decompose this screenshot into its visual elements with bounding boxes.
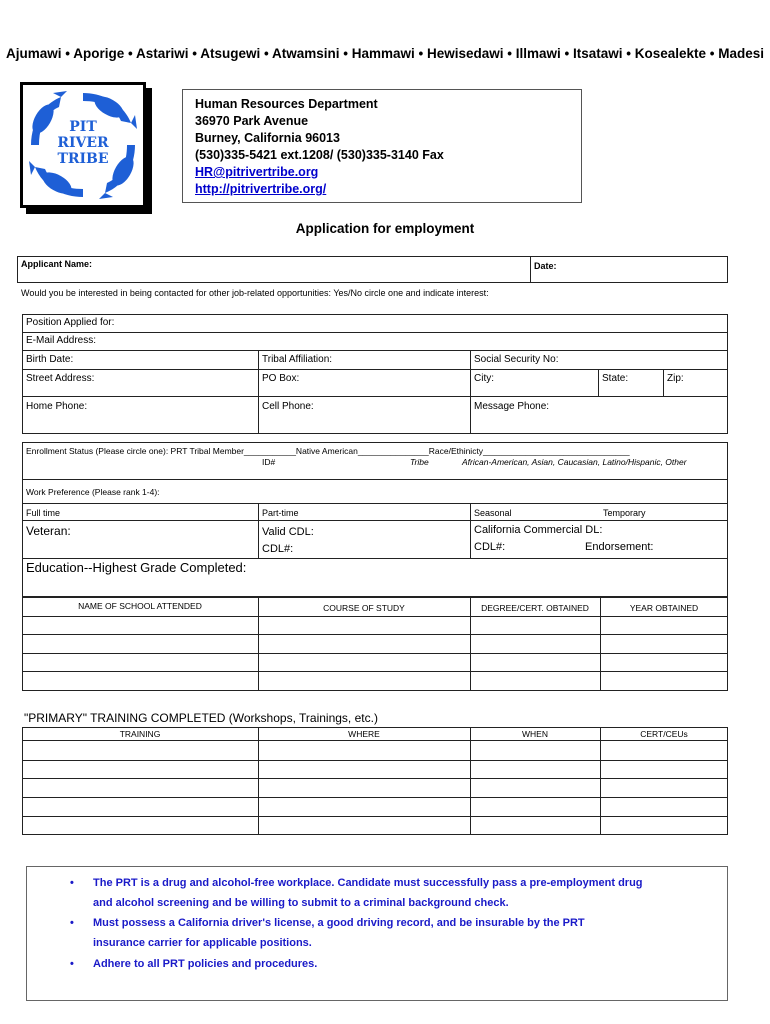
po-box-label: PO Box: [262,373,300,384]
email-field[interactable] [110,333,726,349]
edu-header-year: YEAR OBTAINED [629,603,699,613]
training-header-when: WHEN [522,729,548,739]
date-field[interactable] [560,258,725,281]
state-field[interactable] [600,384,661,395]
message-phone-label: Message Phone: [474,401,550,412]
hr-street: 36970 Park Avenue [195,114,309,128]
hr-phone: (530)335-5421 ext.1208/ (530)335-3140 Fax [195,148,444,162]
date-label: Date: [534,261,557,271]
birth-date-label: Birth Date: [26,354,74,365]
cell-phone-field[interactable] [260,414,468,432]
training-header-training: TRAINING [119,729,161,739]
veteran-label: Veteran: [26,524,71,538]
edu-header-school: NAME OF SCHOOL ATTENDED [78,601,202,611]
valid-cdl-label: Valid CDL: [262,526,314,538]
education-grade-field[interactable] [240,560,726,595]
logo-text-river: RIVER [57,135,109,151]
position-label: Position Applied for: [26,317,115,328]
interest-question: Would you be interested in being contacted for other job-related opportunities: Yes/No circle one and indicate interest: [21,288,489,298]
city-field[interactable] [472,384,596,395]
notice-license-line2: insurance carrier for applicable positions. [93,937,312,949]
hr-city: Burney, California 96013 [195,131,340,145]
edu-header-degree: DEGREE/CERT. OBTAINED [481,603,589,613]
page-title: Application for employment [295,221,475,236]
part-time-option[interactable]: Part-time [262,508,299,518]
home-phone-label: Home Phone: [26,401,88,412]
cdl-number-label-2: CDL#: [474,541,506,553]
training-title: "PRIMARY" TRAINING COMPLETED (Workshops, Trainings, etc.) [24,711,378,725]
state-label: State: [602,373,629,384]
position-field[interactable] [120,315,726,331]
po-box-field[interactable] [260,384,468,395]
home-phone-field[interactable] [24,414,256,432]
hr-department: Human Resources Department [195,97,378,111]
endorsement-label: Endorsement: [585,541,654,553]
full-time-option[interactable]: Full time [26,508,61,518]
temporary-option[interactable]: Temporary [603,508,646,518]
ca-commercial-dl-label: California Commercial DL: [474,524,603,536]
education-grade-label: Education--Highest Grade Completed: [26,560,247,575]
hr-website-link[interactable]: http://pitrivertribe.org/ [195,182,327,196]
street-address-field[interactable] [24,384,256,395]
cdl-number-label: CDL#: [262,543,294,555]
ssn-field[interactable] [560,351,726,368]
email-label: E-Mail Address: [26,335,97,346]
notice-license-line1: Must possess a California driver's license, a good driving record, and be insurable by the PRT [93,917,585,929]
notice-policies-line: Adhere to all PRT policies and procedures. [93,958,318,970]
enrollment-id-caption: ID# [262,457,276,467]
edu-header-course: COURSE OF STUDY [323,603,405,613]
bullet-dot: • [70,917,74,929]
education-table-rows[interactable] [23,617,727,690]
street-address-label: Street Address: [26,373,95,384]
birth-date-field[interactable] [90,351,256,368]
zip-label: Zip: [667,373,684,384]
applicant-name-field[interactable] [100,258,526,281]
notice-drug-free-line1: The PRT is a drug and alcohol-free workplace. Candidate must successfully pass a pre-employment drug [93,877,643,889]
enrollment-tribe-caption: Tribe [410,457,429,467]
tribal-affiliation-field[interactable] [340,351,468,368]
enrollment-status-line: Enrollment Status (Please circle one): PRT Tribal Member___________Native American_______________Race/Ethinicty_______________________________ [26,446,630,456]
training-header-cert: CERT/CEUs [640,729,688,739]
enrollment-race-options: African-American, Asian, Caucasian, Latino/Hispanic, Other [462,457,687,467]
hr-contact-box [182,89,582,203]
work-preference-label: Work Preference (Please rank 1-4): [26,487,160,497]
applicant-name-label: Applicant Name: [21,259,93,269]
logo-text-pit: PIT [69,119,97,135]
bullet-dot: • [70,877,74,889]
training-table-rows[interactable] [23,741,727,834]
seasonal-option[interactable]: Seasonal [474,508,512,518]
zip-field[interactable] [665,384,726,395]
city-label: City: [474,373,494,384]
message-phone-field[interactable] [472,414,726,432]
training-header-where: WHERE [348,729,380,739]
tribal-affiliation-label: Tribal Affiliation: [262,354,333,365]
notice-drug-free-line2: and alcohol screening and be willing to submit to a criminal background check. [93,897,509,909]
bullet-dot: • [70,958,74,970]
tribe-bands-line: Ajumawi • Aporige • Astariwi • Atsugewi • Atwamsini • Hammawi • Hewisedawi • Illmawi • Itsatawi • Kosealekte • Madesi [6,46,764,61]
logo-text-tribe: TRIBE [57,151,109,167]
cell-phone-label: Cell Phone: [262,401,314,412]
ssn-label: Social Security No: [474,354,559,365]
hr-email-link[interactable]: HR@pitrivertribe.org [195,165,319,179]
pit-river-tribe-logo [20,82,146,208]
